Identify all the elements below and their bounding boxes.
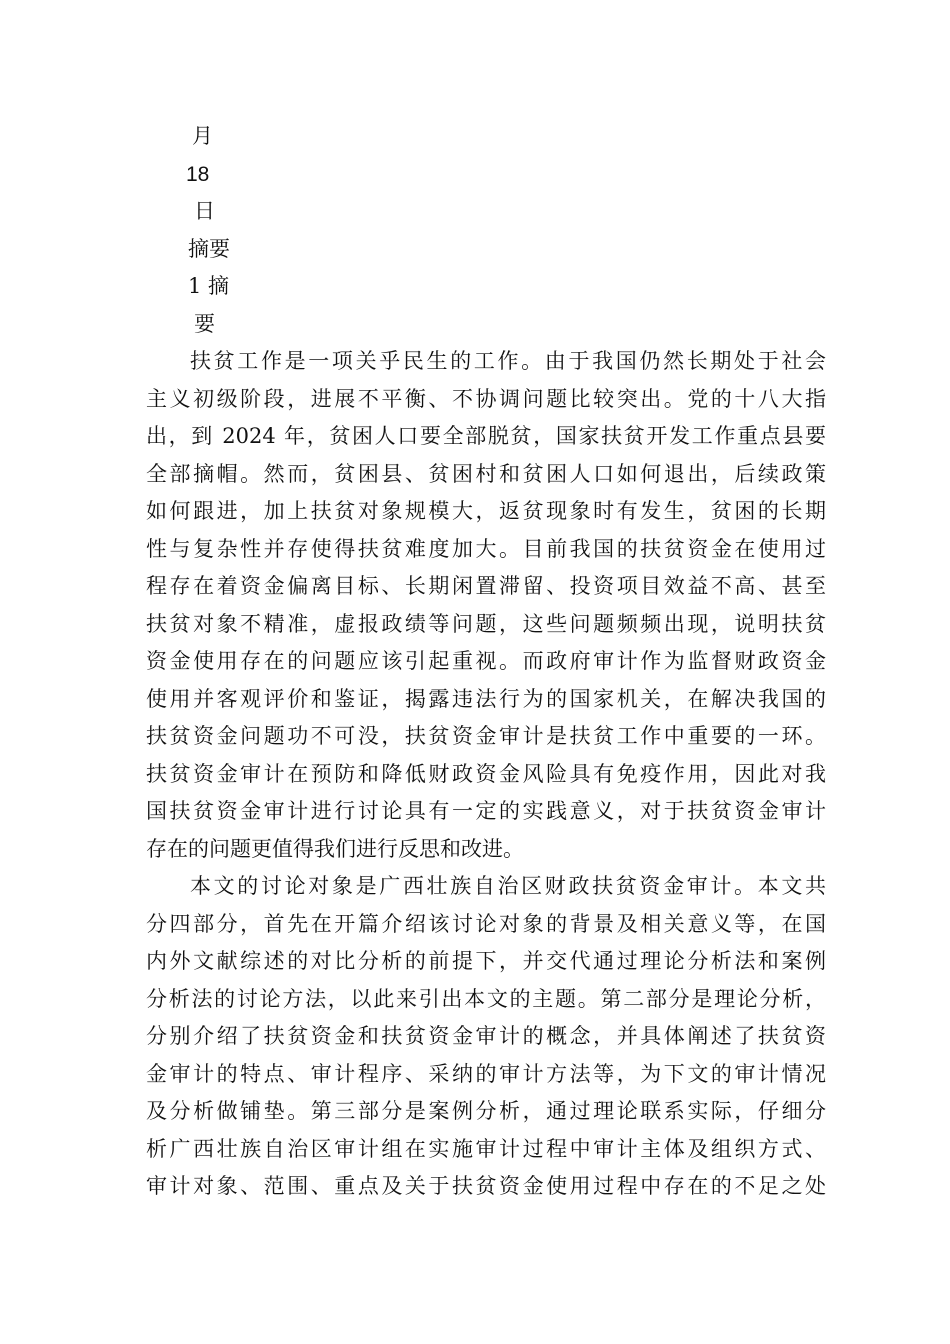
paragraph-1-line: 程存在着资金偏离目标、长期闲置滞留、投资项目效益不高、甚至 — [146, 574, 826, 598]
abstract-heading-part2: 要 — [194, 311, 215, 336]
abstract-title: 摘要 — [188, 236, 230, 261]
paragraph-2-line: 分别介绍了扶贫资金和扶贫资金审计的概念，并具体阐述了扶贫资 — [146, 1024, 826, 1048]
paragraph-1-line: 扶贫资金问题功不可没，扶贫资金审计是扶贫工作中重要的一环。 — [146, 724, 826, 748]
paragraph-1-line: 性与复杂性并存使得扶贫难度加大。目前我国的扶贫资金在使用过 — [146, 536, 826, 561]
paragraph-1-line: 存在的问题更值得我们进行反思和改进。 — [146, 836, 524, 861]
paragraph-1-line: 出，到 2024 年，贫困人口要全部脱贫，国家扶贫开发工作重点县要 — [146, 424, 826, 448]
month-label: 月 — [192, 124, 213, 148]
day-label: 日 — [194, 199, 215, 223]
paragraph-2-line: 审计对象、范围、重点及关于扶贫资金使用过程中存在的不足之处 — [146, 1174, 826, 1198]
paragraph-2-line: 内外文献综述的对比分析的前提下，并交代通过理论分析法和案例 — [146, 949, 826, 973]
paragraph-1-line: 如何跟进，加上扶贫对象规模大，返贫现象时有发生，贫困的长期 — [146, 499, 826, 523]
paragraph-2-line: 分四部分，首先在开篇介绍该讨论对象的背景及相关意义等，在国 — [146, 911, 826, 936]
paragraph-1-line: 全部摘帽。然而，贫困县、贫困村和贫困人口如何退出，后续政策 — [146, 461, 826, 486]
paragraph-1-line: 国扶贫资金审计进行讨论具有一定的实践意义，对于扶贫资金审计 — [146, 799, 826, 823]
paragraph-2-line: 及分析做铺垫。第三部分是案例分析，通过理论联系实际，仔细分 — [146, 1099, 826, 1123]
paragraph-1-line: 主义初级阶段，进展不平衡、不协调问题比较突出。党的十八大指 — [146, 386, 826, 411]
paragraph-1-line: 资金使用存在的问题应该引起重视。而政府审计作为监督财政资金 — [146, 649, 826, 673]
paragraph-1-line: 使用并客观评价和鉴证，揭露违法行为的国家机关，在解决我国的 — [146, 686, 826, 711]
paragraph-2-line: 金审计的特点、审计程序、采纳的审计方法等，为下文的审计情况 — [146, 1061, 826, 1086]
paragraph-2-line: 析广西壮族自治区审计组在实施审计过程中审计主体及组织方式、 — [146, 1136, 826, 1161]
paragraph-1-line: 扶贫资金审计在预防和降低财政资金风险具有免疫作用，因此对我 — [146, 761, 826, 786]
paragraph-1-line: 扶贫工作是一项关乎民生的工作。由于我国仍然长期处于社会 — [190, 349, 826, 373]
day-number: 18 — [186, 162, 210, 186]
paragraph-1-line: 扶贫对象不精准，虚报政绩等问题，这些问题频频出现，说明扶贫 — [146, 611, 826, 636]
abstract-heading-part1: 1 摘 — [188, 274, 230, 298]
paragraph-2-line: 分析法的讨论方法，以此来引出本文的主题。第二部分是理论分析， — [146, 986, 826, 1011]
document-body — [146, 118, 826, 1206]
paragraph-2-line: 本文的讨论对象是广西壮族自治区财政扶贫资金审计。本文共 — [190, 874, 826, 898]
